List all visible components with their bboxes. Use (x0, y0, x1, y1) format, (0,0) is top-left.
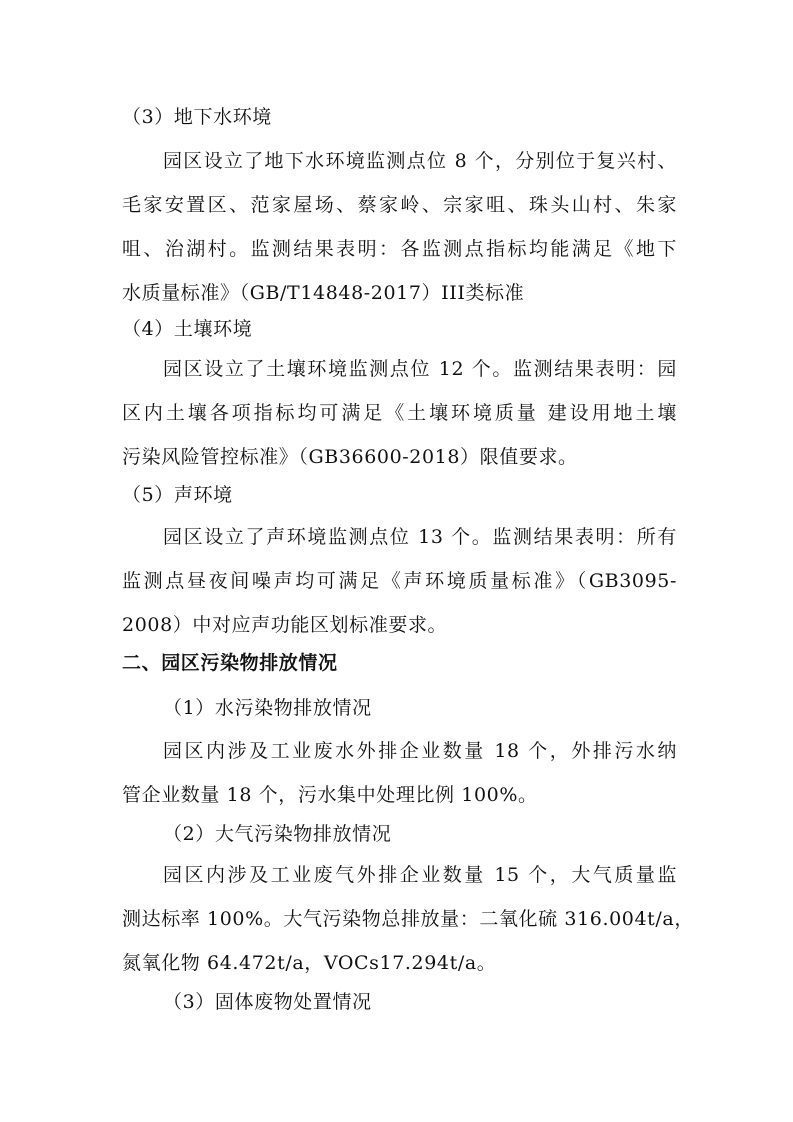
paragraph-line: 园区内涉及工业废水外排企业数量 18 个，外排污水纳 (163, 740, 677, 762)
paragraph-line: 氮氧化物 64.472t/a，VOCs17.294t/a。 (122, 952, 497, 974)
paragraph-noise (122, 524, 677, 638)
paragraph-water (122, 738, 677, 808)
paragraph-line: 园区设立了地下水环境监测点位 8 个，分别位于复兴村、 (163, 150, 677, 172)
paragraph-line: 监测点昼夜间噪声均可满足《声环境质量标准》（GB3095- (122, 570, 677, 592)
section-heading-water: （1）水污染物排放情况 (163, 697, 372, 719)
paragraph-groundwater (122, 148, 677, 306)
section-heading-noise: （5）声环境 (122, 484, 233, 506)
paragraph-line: 园区设立了声环境监测点位 13 个。监测结果表明：所有 (163, 526, 677, 548)
section-heading-solid-waste: （3）固体废物处置情况 (163, 991, 372, 1013)
paragraph-line: 测达标率 100%。大气污染物总排放量：二氧化硫 316.004t/a， (122, 908, 694, 930)
section-heading-soil: （4）土壤环境 (122, 318, 253, 340)
paragraph-line: 污染风险管控标准》（GB36600-2018）限值要求。 (122, 446, 578, 468)
paragraph-line: 2008）中对应声功能区划标准要求。 (122, 614, 448, 636)
paragraph-line: 管企业数量 18 个，污水集中处理比例 100%。 (122, 784, 538, 806)
section-heading-air: （2）大气污染物排放情况 (163, 823, 392, 845)
paragraph-line: 咀、治湖村。监测结果表明：各监测点指标均能满足《地下 (122, 238, 677, 260)
section-heading-groundwater: （3）地下水环境 (122, 106, 272, 128)
paragraph-line: 毛家安置区、范家屋场、蔡家岭、宗家咀、珠头山村、朱家 (122, 194, 677, 216)
paragraph-line: 园区设立了土壤环境监测点位 12 个。监测结果表明：园 (163, 358, 677, 380)
paragraph-air (122, 862, 694, 976)
paragraph-line: 区内土壤各项指标均可满足《土壤环境质量 建设用地土壤 (122, 402, 677, 424)
paragraph-line: 园区内涉及工业废气外排企业数量 15 个，大气质量监 (163, 864, 677, 886)
chapter-title: 二、园区污染物排放情况 (122, 652, 338, 674)
paragraph-line: 水质量标准》（GB/T14848-2017）III类标准 (122, 282, 525, 304)
paragraph-soil (122, 356, 677, 470)
